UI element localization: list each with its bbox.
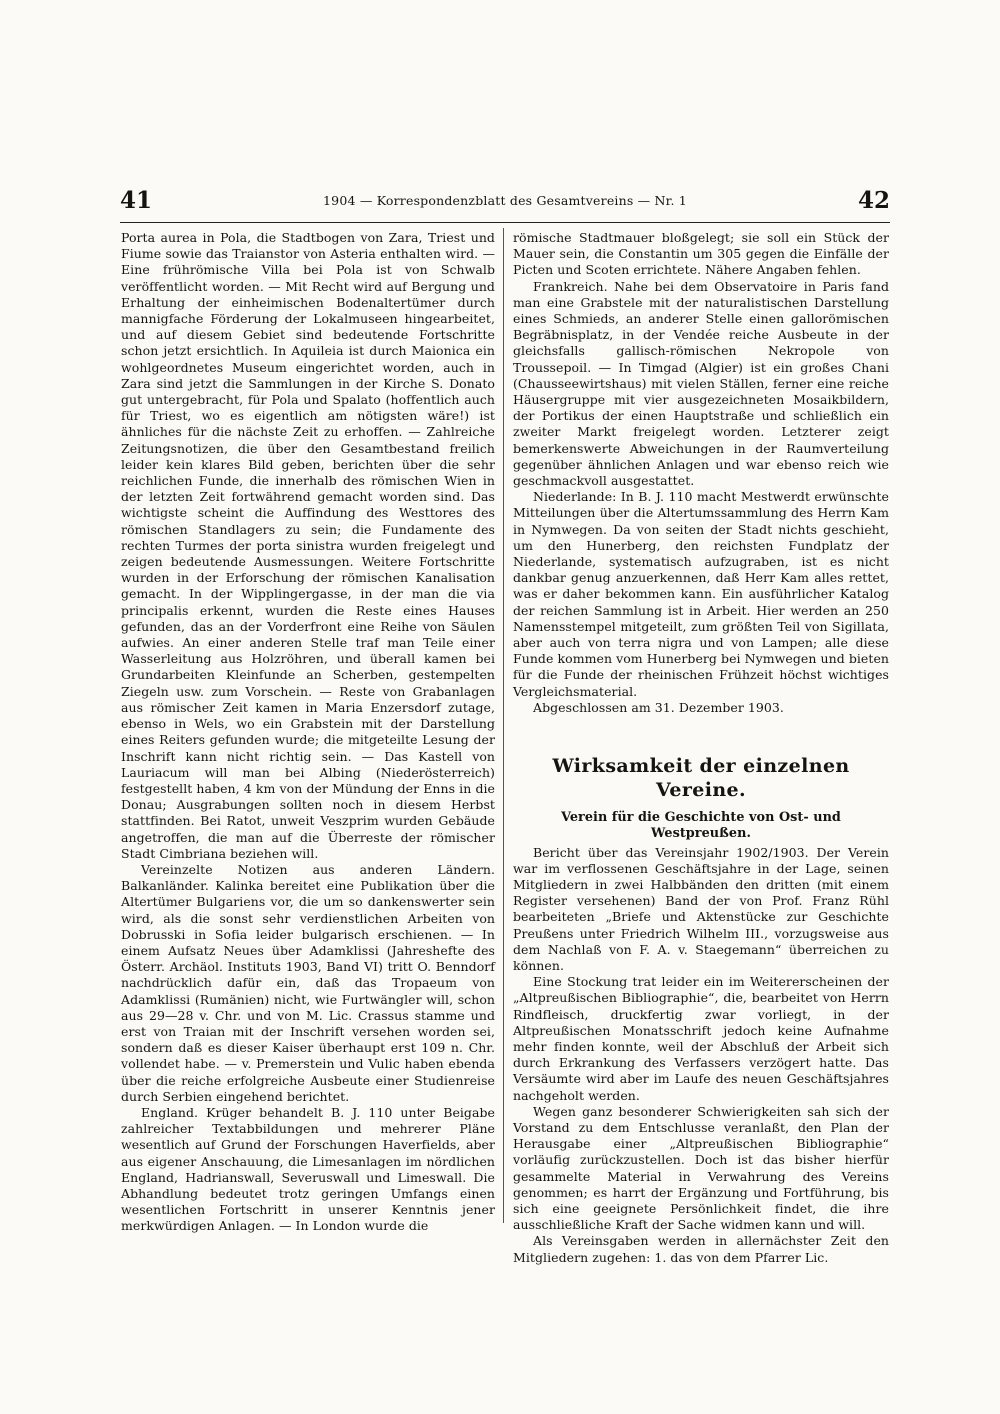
paragraph: Abgeschlossen am 31. Dezember 1903. <box>533 699 784 715</box>
right-column <box>513 230 889 1266</box>
paragraph: England. Krüger behandelt B. J. 110 unter Beigabe zahlreicher Textabbildungen und mehrerer Pläne wesentlich auf Grund der Forschungen Haverfields, aber aus eigener Anschauung, die Limesanlagen im nördlichen England, Hadrianswall, Severuswall und Limeswall. Die Abhandlung bedeutet trotz geringen Umfangs einen wesentlichen Fortschritt in unserer Kenntnis jener merkwürdigen Anlagen. — In London wurde die <box>121 1104 495 1234</box>
paragraph: Frankreich. Nahe bei dem Observatoire in Paris fand man eine Grabstele mit der naturalistischen Darstellung eines Schmieds, an anderer Stelle einen gallorömischen Begräbnisplatz, in der Vendée reiche Ausbeute in der gleichsfalls gallisch-römischen Nekropole von Troussepoil. — In Timgad (Algier) ist ein großes Chani (Chausseewirtshaus) mit vielen Ställen, ferner eine reiche Häusergruppe mit vier ausgezeichneten Mosaikbildern, der Portikus der einen Hauptstraße und schließlich ein zweiter Markt freigelegt worden. Letzterer zeigt bemerkenswerte Abweichungen in der Raumverteilung gegenüber ähnlichen Anlagen und war ebenso reich wie geschmackvoll ausgestattet. <box>513 278 889 489</box>
page-number-left: 41 <box>120 187 153 214</box>
paragraph: Vereinzelte Notizen aus anderen Ländern. Balkanländer. Kalinka bereitet eine Publikation über die Altertümer Bulgariens vor, die um so dankenswerter sein wird, als die sonst sehr verdienstlichen Arbeiten von Dobrusski in Sofia leider bulgarisch erschienen. — In einem Aufsatz Neues über Adamklissi (Jahreshefte des Österr. Archäol. Instituts 1903, Band VI) tritt O. Benndorf nachdrücklich dafür ein, daß das Tropaeum von Adamklissi (Rumänien) nicht, wie Furtwängler will, schon aus 29—28 v. Chr. und von M. Lic. Crassus stamme und erst von Traian mit der Inschrift versehen worden sei, sondern daß es dieser Kaiser überhaupt erst 109 n. Chr. vollendet habe. — v. Premerstein und Vulic haben ebenda über die reiche erfolgreiche Ausbeute einer Studienreise durch Serbien eingehend berichtet. <box>121 861 495 1104</box>
paragraph: Bericht über das Vereinsjahr 1902/1903. Der Verein war im verflossenen Geschäftsjahre in der Lage, seinen Mitgliedern in zwei Halbbänden den dritten (mit einem Register versehenen) Band der von Prof. Franz Rühl bearbeiteten „Briefe und Aktenstücke zur Geschichte Preußens unter Friedrich Wilhelm III., vorzugsweise aus dem Nachlaß von F. A. v. Staegemann“ überreichen zu können. <box>513 844 889 973</box>
paragraph: Wegen ganz besonderer Schwierigkeiten sah sich der Vorstand zu dem Entschlusse veranlaßt, den Plan der Herausgabe einer „Altpreußischen Bibliographie“ vorläufig zurückzustellen. Doch ist das bisher hierfür gesammelte Material in Verwahrung des Vereins genommen; es harrt der Ergänzung und Fortführung, bis sich eine geeignete Persönlichkeit findet, die ihre ausschließliche Kraft der Sache widmen kann und will. <box>513 1103 889 1233</box>
column-divider <box>503 228 504 1223</box>
page-number-right: 42 <box>857 187 890 214</box>
running-title: 1904 — Korrespondenzblatt des Gesamtvereins — Nr. 1 <box>323 193 687 208</box>
paragraph: Niederlande: In B. J. 110 macht Mestwerdt erwünschte Mitteilungen über die Altertumssammlung des Herrn Kam in Nymwegen. Da von seiten der Stadt nichts geschieht, um den Hunerberg, den reichsten Fundplatz der Niederlande, systematisch aufzugraben, ist es nicht dankbar genug anzuerkennen, daß Herr Kam alles rettet, was er daher bekommen kann. Ein ausführlicher Katalog der reichen Sammlung ist in Arbeit. Hier werden an 250 Namensstempel mitgeteilt, zum größten Teil von Sigillata, aber auch von terra nigra und von Lampen; alle diese Funde kommen vom Hunerberg bei Nymwegen und bieten für die Funde der rheinischen Frühzeit höchst wichtiges Vergleichsmaterial. <box>513 489 889 699</box>
header-rule <box>120 222 890 223</box>
paragraph: römische Stadtmauer bloßgelegt; sie soll ein Stück der Mauer sein, die Constantin um 305 gegen die Einfälle der Picten und Scoten errichtete. Nähere Angaben fehlen. <box>513 230 889 278</box>
paragraph: Als Vereinsgaben werden in allernächster Zeit den Mitgliedern zugehen: 1. das von dem Pfarrer Lic. <box>513 1233 889 1265</box>
paragraph: Eine Stockung trat leider ein im Weitererscheinen der „Altpreußischen Bibliographie“, die, bearbeitet von Herrn Rindfleisch, druckfertig zwar vorliegt, in der Altpreußischen Monatsschrift jedoch keine Aufnahme mehr finden konnte, weil der Abschluß der Arbeit sich durch Erkrankung des Verfassers verzögert hatte. Das Versäumte wird aber im Laufe des neuen Geschäftsjahres nachgeholt werden. <box>513 974 889 1103</box>
paragraph: Porta aurea in Pola, die Stadtbogen von Zara, Triest und Fiume sowie das Traianstor von Asteria enthalten wird. — Eine frührömische Villa bei Pola ist von Schwalb veröffentlicht worden. — Mit Recht wird auf Bergung und Erhaltung der einheimischen Bodenaltertümer durch mannigfache Förderung der Lokalmuseen hingearbeitet, und auf diesem Gebiet sind bedeutende Fortschritte schon jetzt ersichtlich. In Aquileia ist durch Maionica ein wohlgeordnetes Museum eingerichtet worden, auch in Zara sind jetzt die Sammlungen in der Kirche S. Donato gut untergebracht, für Pola und Spalato (hoffentlich auch für Triest, wo es eigentlich am nötigsten wäre!) ist ähnliches für die nächste Zeit zu erhoffen. — Zahlreiche Zeitungsnotizen, die über den Gesamtbestand freilich leider kein klares Bild geben, berichten über die sehr reichlichen Funde, die innerhalb des römischen Wien in der letzten Zeit fortwährend gemacht worden sind. Das wichtigste scheint die Auffindung des Westtores des römischen Standlagers zu sein; die Fundamente des rechten Turmes der porta sinistra wurden freigelegt und zeigen bedeutende Ausmessungen. Weitere Fortschritte wurden in der Erforschung der römischen Kanalisation gemacht. In der Wipplingergasse, in der man die via principalis erkennt, wurden die Reste eines Hauses gefunden, das an der Vorderfront eine Reihe von Säulen aufwies. An einer anderen Stelle traf man Teile einer Wasserleitung aus Holzröhren, und überall kamen bei Grundarbeiten Kleinfunde an Scherben, gestempelten Ziegeln usw. zum Vorschein. — Reste von Grabanlagen aus römischer Zeit kamen in Maria Enzersdorf zutage, ebenso in Wels, wo ein Grabstein mit der Darstellung eines Reiters gefunden wurde; die mitgeteilte Lesung der Inschrift kann nicht richtig sein. — Das Kastell von Lauriacum will man bei Albing (Niederösterreich) festgestellt haben, 4 km von der Mündung der Enns in die Donau; Ausgrabungen sollten noch in diesem Herbst stattfinden. Bei Ratot, unweit Veszprim wurden Gebäude angetroffen, die man auf die Überreste der römischer Stadt Cimbriana beziehen will. <box>121 230 495 861</box>
section-title: Wirksamkeit der einzelnen Vereine. <box>552 755 850 802</box>
section-subtitle: Verein für die Geschichte von Ost- und Westpreußen. <box>561 810 841 842</box>
left-column <box>121 230 495 1235</box>
page-header <box>120 186 890 218</box>
